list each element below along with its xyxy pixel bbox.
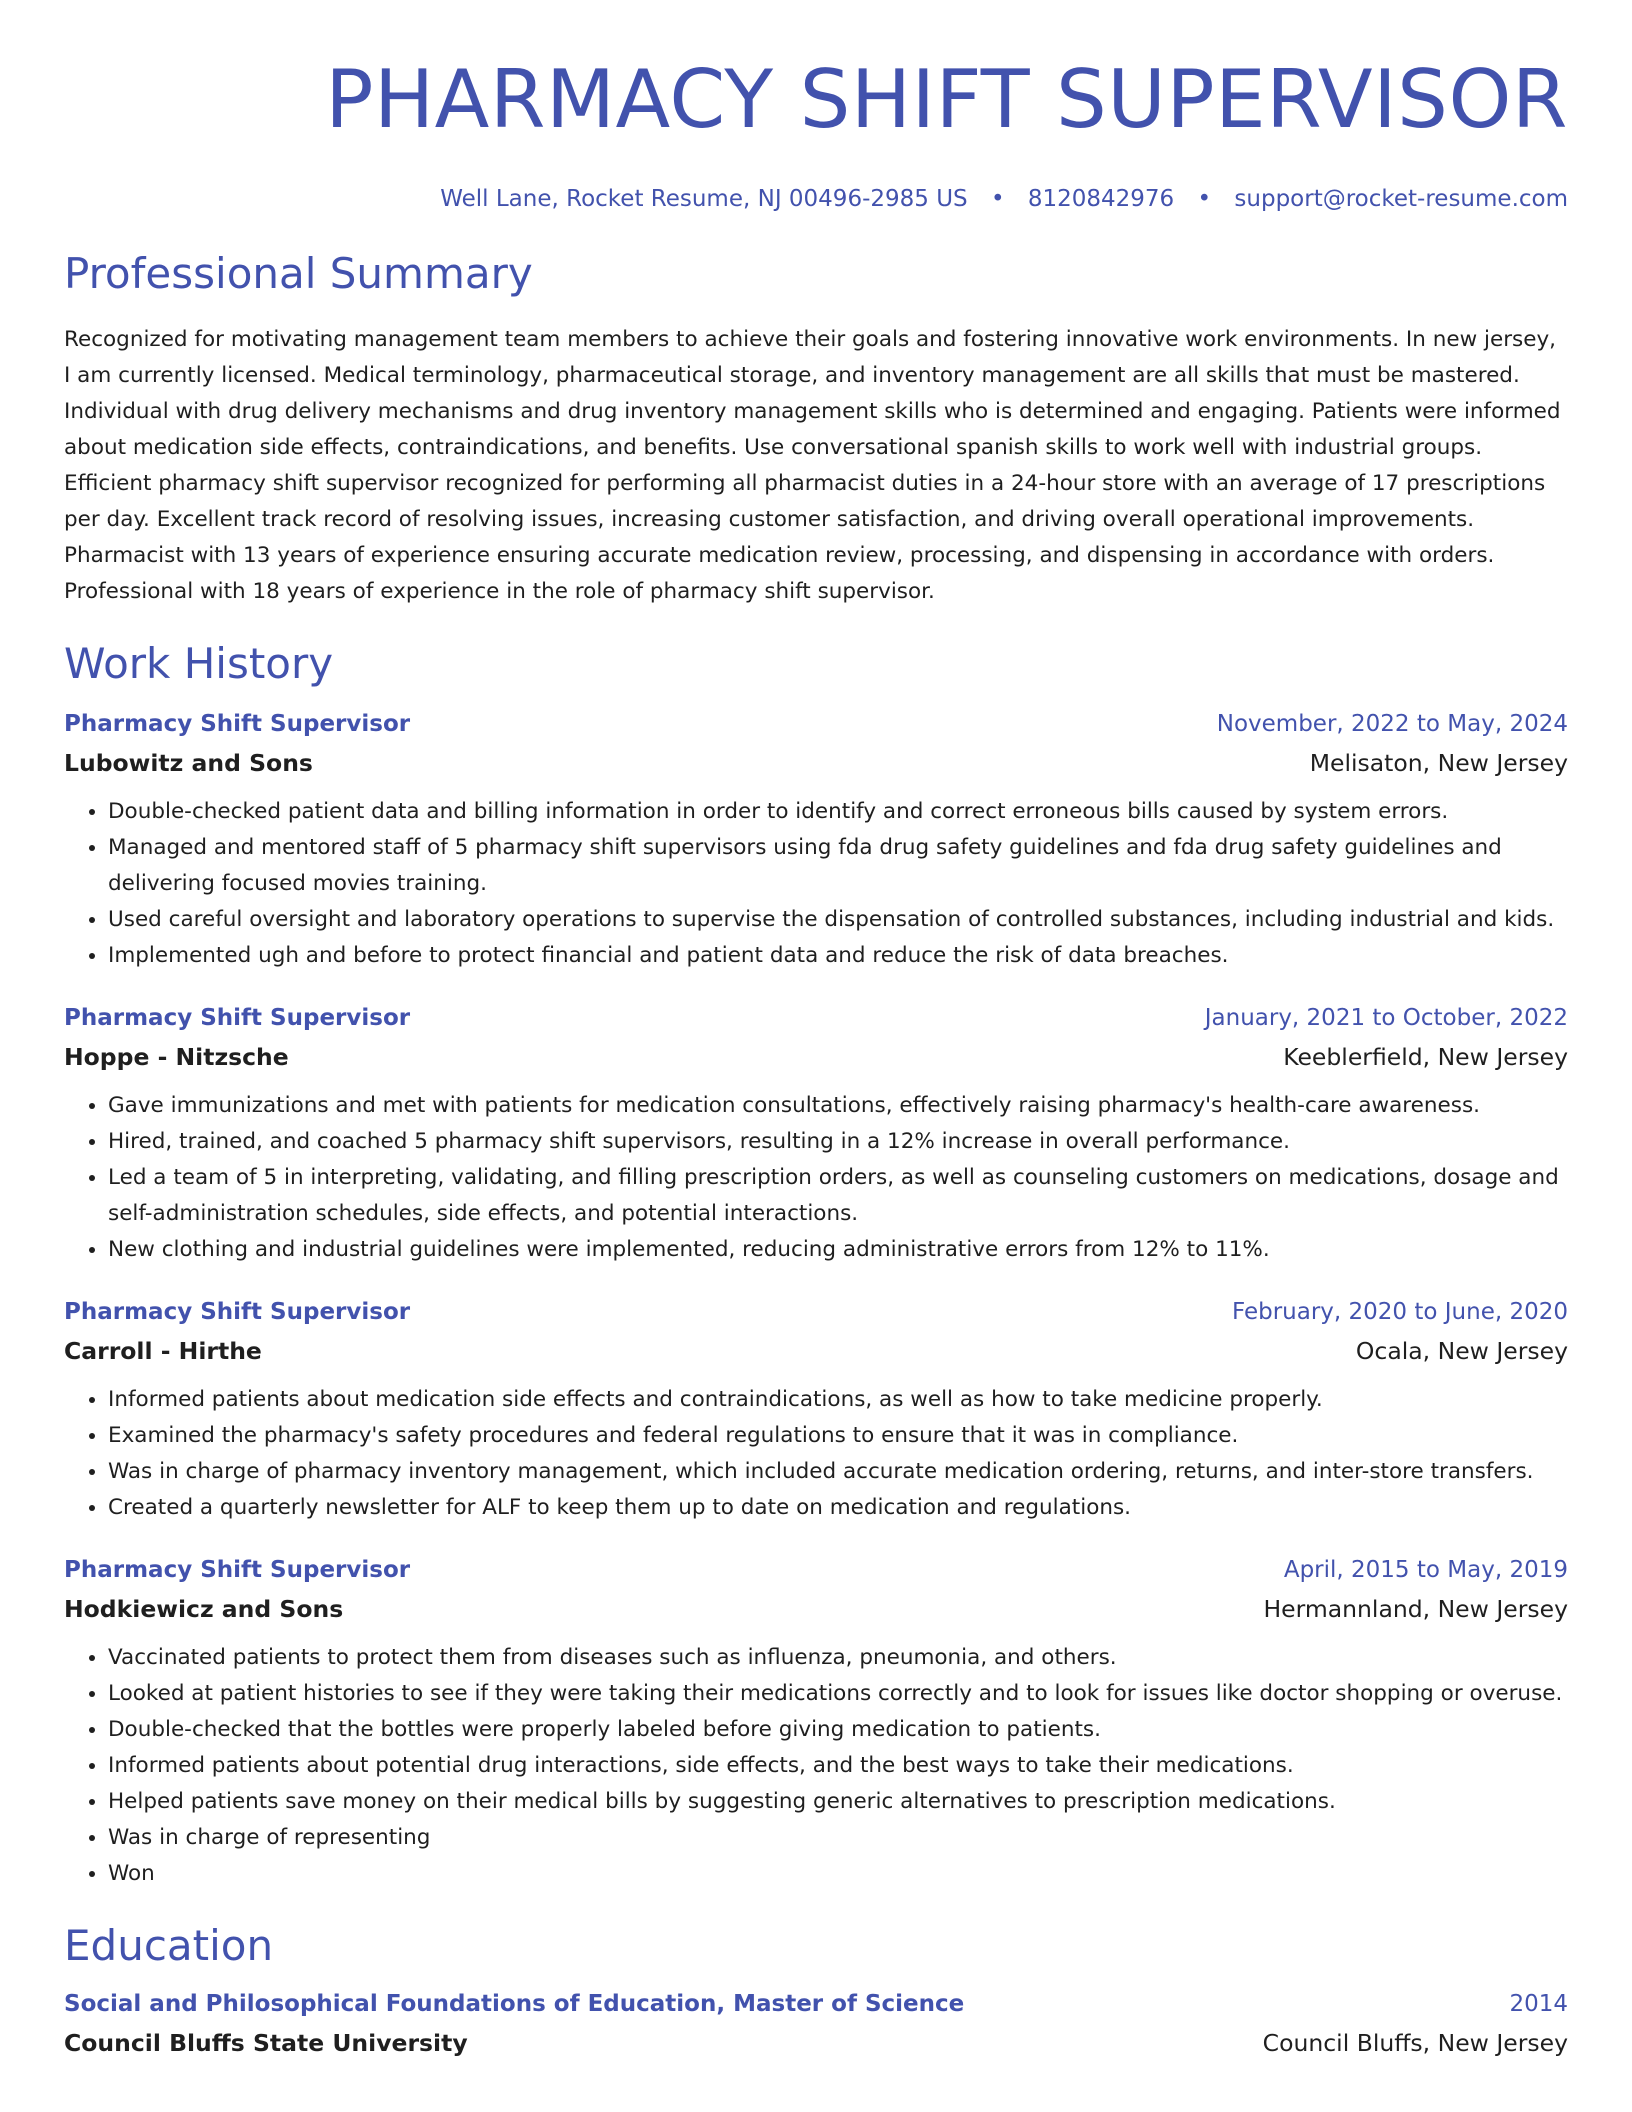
education-heading: Education	[64, 1921, 274, 1970]
job-title: Pharmacy Shift Supervisor	[64, 1005, 411, 1031]
job-dates: April, 2015 to May, 2019	[1283, 1557, 1568, 1583]
job-bullets	[64, 1640, 1568, 1892]
job-entry	[64, 1294, 1568, 1526]
contact-info	[64, 184, 1568, 214]
job-entry	[64, 1000, 1568, 1268]
job-bullet: • Informed patients about medication side effects and contraindications, as well as how to take medicine properly.	[108, 1382, 1568, 1418]
contact-email[interactable]: support@rocket-resume.com	[1234, 186, 1568, 212]
job-title: Pharmacy Shift Supervisor	[64, 1299, 411, 1325]
summary-text: Recognized for motivating management team members to achieve their goals and fostering innovative work environments. In new jersey, I am currently licensed. Medical terminology, pharmaceutical storage, and inventory management are all skills that must be mastered. Individual with drug delivery mechanisms and drug inventory management skills who is determined and engaging. Patients were informed about medication side effects, contraindications, and benefits. Use conversational spanish skills to work well with industrial groups. Efficient pharmacy shift supervisor recognized for performing all pharmacist duties in a 24-hour store with an average of 17 prescriptions per day. Excellent track record of resolving issues, increasing customer satisfaction, and driving overall operational improvements. Pharmacist with 13 years of experience ensuring accurate medication review, processing, and dispensing in accordance with orders. Professional with 18 years of experience in the role of pharmacy shift supervisor.	[64, 327, 1561, 604]
summary-heading: Professional Summary	[64, 249, 533, 298]
contact-address: Well Lane, Rocket Resume, NJ 00496-2985 US	[440, 186, 968, 212]
school-location: Council Bluffs, New Jersey	[1262, 2029, 1568, 2057]
job-bullet: • Was in charge of representing	[108, 1820, 1568, 1856]
job-location: Ocala, New Jersey	[1355, 1337, 1568, 1365]
contact-phone: 8120842976	[1027, 186, 1175, 212]
graduation-year: 2014	[1509, 1991, 1568, 2017]
job-bullets	[64, 1088, 1568, 1268]
job-location: Hermannland, New Jersey	[1263, 1595, 1568, 1623]
job-company: Carroll - Hirthe	[64, 1337, 262, 1365]
job-bullet: • Examined the pharmacy's safety procedures and federal regulations to ensure that it was in compliance.	[108, 1418, 1568, 1454]
job-bullet: • Created a quarterly newsletter for ALF to keep them up to date on medication and regulations.	[108, 1490, 1568, 1526]
job-title: Pharmacy Shift Supervisor	[64, 1557, 411, 1583]
job-title: Pharmacy Shift Supervisor	[64, 711, 411, 737]
degree: Social and Philosophical Foundations of Education, Master of Science	[64, 1991, 965, 2017]
job-bullet: • Managed and mentored staff of 5 pharmacy shift supervisors using fda drug safety guidelines and fda drug safety guidelines and delivering focused movies training.	[108, 830, 1568, 902]
job-bullet: • Informed patients about potential drug interactions, side effects, and the best ways to take their medications.	[108, 1748, 1568, 1784]
job-bullet: • Implemented ugh and before to protect financial and patient data and reduce the risk of data breaches.	[108, 938, 1568, 974]
job-company: Hodkiewicz and Sons	[64, 1595, 344, 1623]
job-bullet: • Gave immunizations and met with patients for medication consultations, effectively raising pharmacy's health-care awareness.	[108, 1088, 1568, 1124]
job-bullets	[64, 794, 1568, 974]
job-bullet: • Won	[108, 1856, 1568, 1892]
job-bullet: • Hired, trained, and coached 5 pharmacy shift supervisors, resulting in a 12% increase in overall performance.	[108, 1124, 1568, 1160]
work-history-list	[64, 706, 1568, 1892]
job-dates: February, 2020 to June, 2020	[1231, 1299, 1568, 1325]
job-bullet: • New clothing and industrial guidelines were implemented, reducing administrative errors from 12% to 11%.	[108, 1232, 1568, 1268]
work-history-heading: Work History	[64, 639, 334, 688]
job-bullet: • Vaccinated patients to protect them from diseases such as influenza, pneumonia, and others.	[108, 1640, 1568, 1676]
job-entry	[64, 1552, 1568, 1892]
job-bullet: • Led a team of 5 in interpreting, validating, and filling prescription orders, as well as counseling customers on medications, dosage and self-administration schedules, side effects, and potential interactions.	[108, 1160, 1568, 1232]
job-bullet: • Was in charge of pharmacy inventory management, which included accurate medication ordering, returns, and inter-store transfers.	[108, 1454, 1568, 1490]
job-company: Hoppe - Nitzsche	[64, 1043, 289, 1071]
job-entry	[64, 706, 1568, 974]
job-dates: January, 2021 to October, 2022	[1204, 1005, 1568, 1031]
contact-separator: •	[990, 186, 1005, 212]
resume-header	[64, 0, 1568, 214]
job-bullets	[64, 1382, 1568, 1526]
job-bullet: • Double-checked that the bottles were properly labeled before giving medication to patients.	[108, 1712, 1568, 1748]
job-location: Melisaton, New Jersey	[1309, 749, 1568, 777]
job-location: Keeblerfield, New Jersey	[1283, 1043, 1568, 1071]
job-bullet: • Double-checked patient data and billing information in order to identify and correct erroneous bills caused by system errors.	[108, 794, 1568, 830]
school-name: Council Bluffs State University	[64, 2029, 468, 2057]
job-dates: November, 2022 to May, 2024	[1216, 711, 1568, 737]
job-bullet: • Helped patients save money on their medical bills by suggesting generic alternatives to prescription medications.	[108, 1784, 1568, 1820]
candidate-name: PHARMACY SHIFT SUPERVISOR	[325, 53, 1568, 146]
job-company: Lubowitz and Sons	[64, 749, 313, 777]
job-bullet: • Used careful oversight and laboratory operations to supervise the dispensation of controlled substances, including industrial and kids.	[108, 902, 1568, 938]
job-bullet: • Looked at patient histories to see if they were taking their medications correctly and to look for issues like doctor shopping or overuse.	[108, 1676, 1568, 1712]
education-entry	[64, 1986, 1568, 2064]
contact-separator: •	[1197, 186, 1212, 212]
